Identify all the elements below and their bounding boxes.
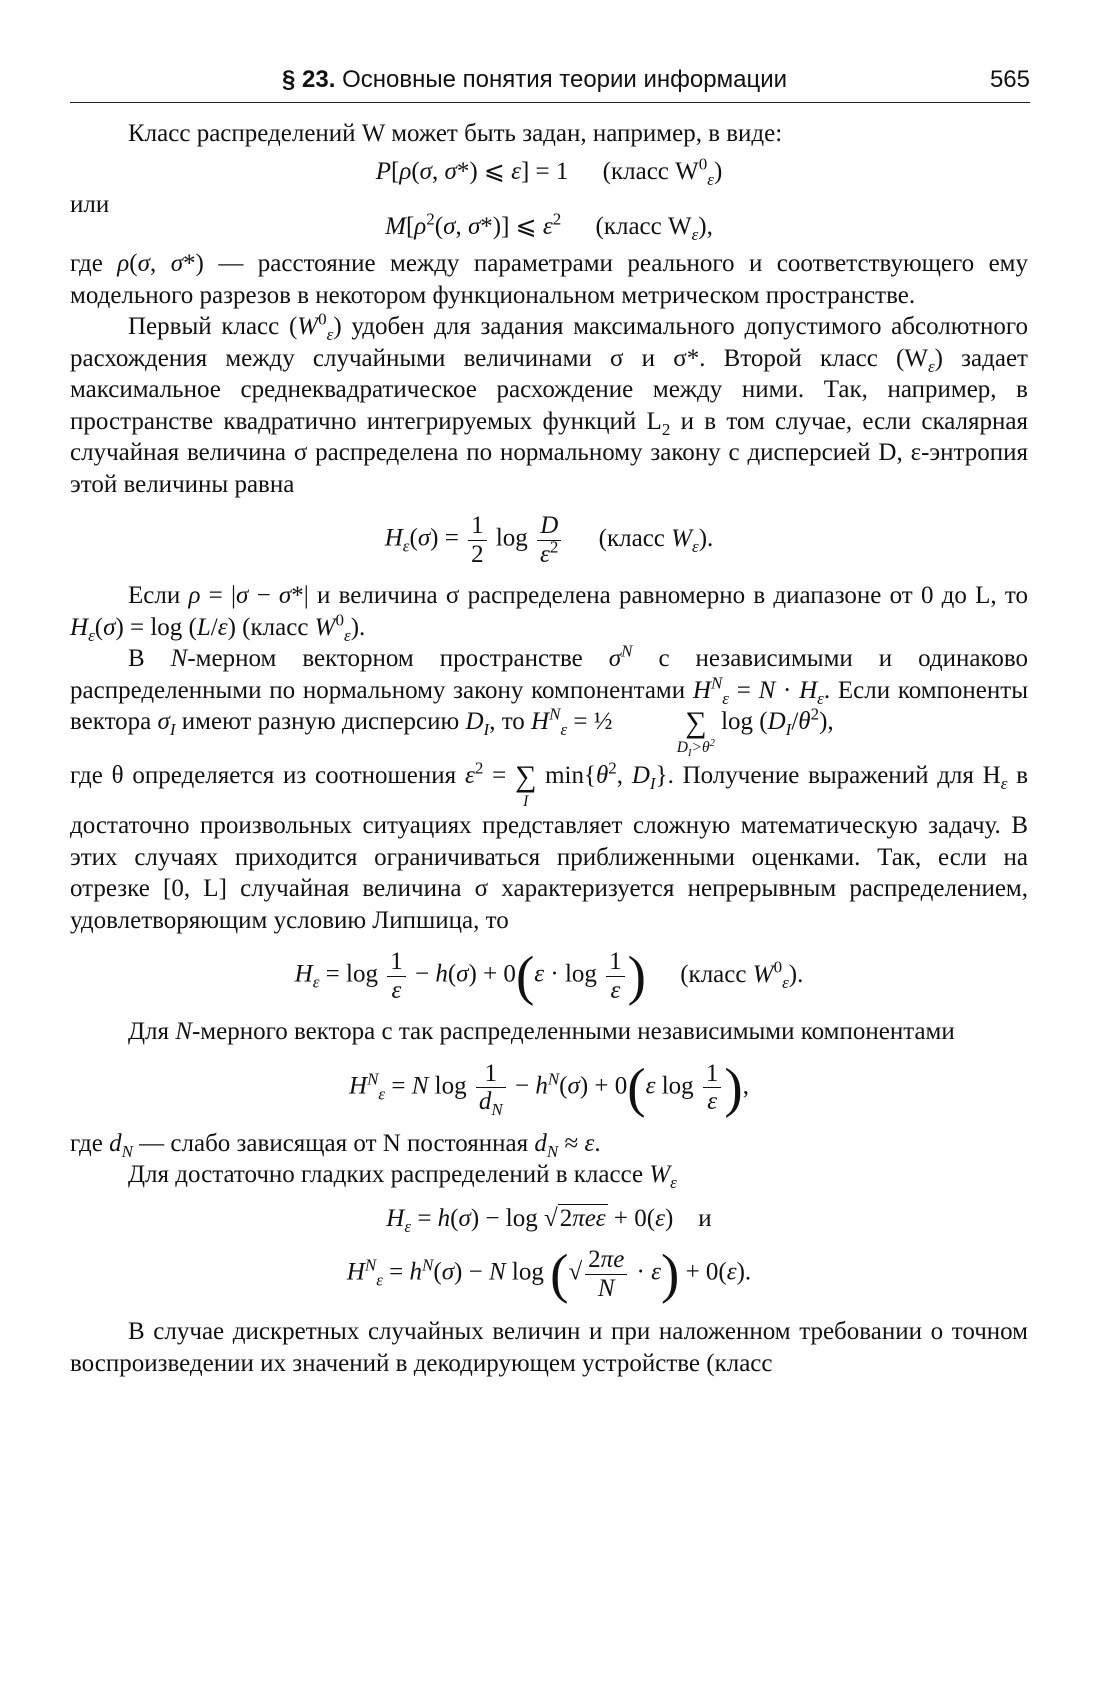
paragraph-2: где ρ(σ, σ*) — расстояние между параметрами реального и соответствующего ему модельного разрезов в некотором функциональном метрическом пространстве. xyxy=(70,250,1028,309)
paragraph-5: В N-мерном векторном пространстве $\sigma^N$ с независимыми и одинаково распределенными по нормальному закону компонентами $H^N_\varepsilon = N \cdot H_\varepsilon$. Если компоненты вектора $\sigma_I$ имеют разную дисперсию $D_I$, то $H^N_\varepsilon$ = ½ ∑ $D_I>\theta^2$ $\log (D_I/\theta^2)$, xyxy=(70,641,1029,760)
header-title xyxy=(282,66,787,94)
text: ) задает максимальное среднеквадратическое расхождение между ними. Так, например, в пространстве квадратично интегрируемых функций L xyxy=(70,344,1028,435)
text: и в том случае, если скалярная случайная величина σ распределена по нормальному закону с дисперсией D, ε-энтропия этой величины равна xyxy=(70,407,1028,498)
text: . Получение выражений для H xyxy=(667,762,1001,790)
section-number: § 23. xyxy=(282,66,336,93)
page-body xyxy=(70,118,1028,1379)
paragraph-6: где θ определяется из соотношения $\varepsilon^2$ = ∑ I $\min\{\theta^2$, $D_I$}. Получение выражений для $H_\varepsilon$ в достаточно произвольных ситуациях представляет сложную математическую задачу. В этих случаях приходится ограничиваться приближенными оценками. Так, если на отрезке [0, L] случайная величина σ характеризуется непрерывным распределением, удовлетворяющим условию Липшица, то xyxy=(70,758,1029,934)
text: -мерного вектора с так распределенными независимыми компонентами xyxy=(191,1018,955,1046)
paragraph-8: где $d_N$ — слабо зависящая от N постоянная $d_N \approx \varepsilon$. xyxy=(70,1129,601,1161)
text: где θ определяется из соотношения xyxy=(70,762,457,790)
text: — слабо зависящая от N постоянная xyxy=(139,1129,529,1157)
text: — расстояние между параметрами реального и соответствующего ему модельного разрезов в некотором функциональном метрическом пространстве. xyxy=(70,250,1028,309)
and-word: и xyxy=(698,1204,712,1232)
equation-class-w: $M[\rho^2(\sigma$, σ*)] ⩽ $\varepsilon^2$ (класс $W_\varepsilon$), xyxy=(385,209,713,244)
paragraph-9: Для достаточно гладких распределений в классе $W_\varepsilon$ xyxy=(128,1161,677,1193)
equation-normal-entropy: $H_\varepsilon(\sigma)$ = $\frac{1}{2}$ log $\frac{D}{\varepsilon^2}$ (класс $W_\varepsilon$). xyxy=(384,512,714,568)
eq-label: (класс W xyxy=(602,157,699,185)
text: в достаточно произвольных ситуациях представляет сложную математическую задачу. В этих случаях приходится ограничиваться приближенными оценками. Так, если на отрезке [0, L] случайная величина σ характеризуется непрерывным распределением, удовлетворяющим условию Липшица, то xyxy=(70,762,1029,934)
equation-class-w0: P[ρ(σ, σ*) ⩽ ε] = 1 (класс $W^0_\varepsilon$) xyxy=(375,154,723,189)
equation-smooth-1: $H_\varepsilon = h(\sigma) - \log √2\pi e\varepsilon + 0(\varepsilon)$ и xyxy=(386,1204,712,1236)
equation-n-vector: $H^N_\varepsilon = N$ log $\frac{1}{d_N}$ − $h^N(\sigma) + 0(\varepsilon$ log $\frac{1}{\varepsilon}$ ), xyxy=(349,1056,749,1120)
paragraph-7: Для N-мерного вектора с так распределенными независимыми компонентами xyxy=(128,1018,955,1046)
page-number: 565 xyxy=(989,66,1030,93)
text: и величина σ распределена равномерно в диапазоне от 0 до L, то xyxy=(317,582,1028,609)
eq-label: (класс W xyxy=(595,212,692,240)
paragraph-1 xyxy=(70,118,1028,150)
text: Для достаточно гладких распределений в классе xyxy=(128,1161,644,1189)
text: , то xyxy=(489,708,525,735)
equation-lipschitz: $H_\varepsilon = \log$ $\frac{1}{\varepsilon}$ − h(σ) + 0(ε · log $\frac{1}{\varepsilon}$ ) (класс $W^0_\varepsilon$). xyxy=(294,945,804,1007)
paragraph-4: Если ρ = |σ − σ*| и величина σ распределена равномерно в диапазоне от 0 до L, то $H_\varepsilon(\sigma) = \log (L/\varepsilon)$ (класс $W^0_\varepsilon$). xyxy=(70,582,1028,645)
text: В случае дискретных случайных величин и при наложенном требовании о точном воспроизведении их значений в декодирующем устройстве (класс xyxy=(70,1318,1028,1377)
text: имеют разную дисперсию xyxy=(181,708,460,735)
text: или xyxy=(70,191,110,218)
text: с независимыми и одинаково распределенными по нормальному закону компонентами xyxy=(70,645,1029,704)
text: . Если компоненты вектора xyxy=(70,676,1028,735)
text: Класс распределений W может быть задан, например, в виде: xyxy=(128,120,783,147)
text: удобен для задания максимального допустимого абсолютного расхождения между случайными величинами σ и σ*. Второй класс (W xyxy=(70,313,1028,372)
section-title: Основные понятия теории информации xyxy=(342,66,788,93)
paragraph-10 xyxy=(70,1316,1028,1379)
running-header xyxy=(70,58,1030,103)
equation-smooth-2: $H^N_\varepsilon = h^N(\sigma) - N$ log (√ $\frac{2\pi e}{N}$ · ε) + 0(ε). xyxy=(346,1243,752,1305)
paragraph-3: Первый класс $(W^0_\varepsilon)$ удобен для задания максимального допустимого абсолютного расхождения между случайными величинами σ и σ*. Второй класс $(W_\varepsilon)$ задает максимальное среднеквадратическое расхождение между ними. Так, например, в пространстве квадратично интегрируемых функций $L_2$ и в том случае, если скалярная случайная величина σ распределена по нормальному закону с дисперсией D, ε-энтропия этой величины равна xyxy=(70,309,1028,498)
text: -мерном векторном пространстве xyxy=(187,645,583,672)
